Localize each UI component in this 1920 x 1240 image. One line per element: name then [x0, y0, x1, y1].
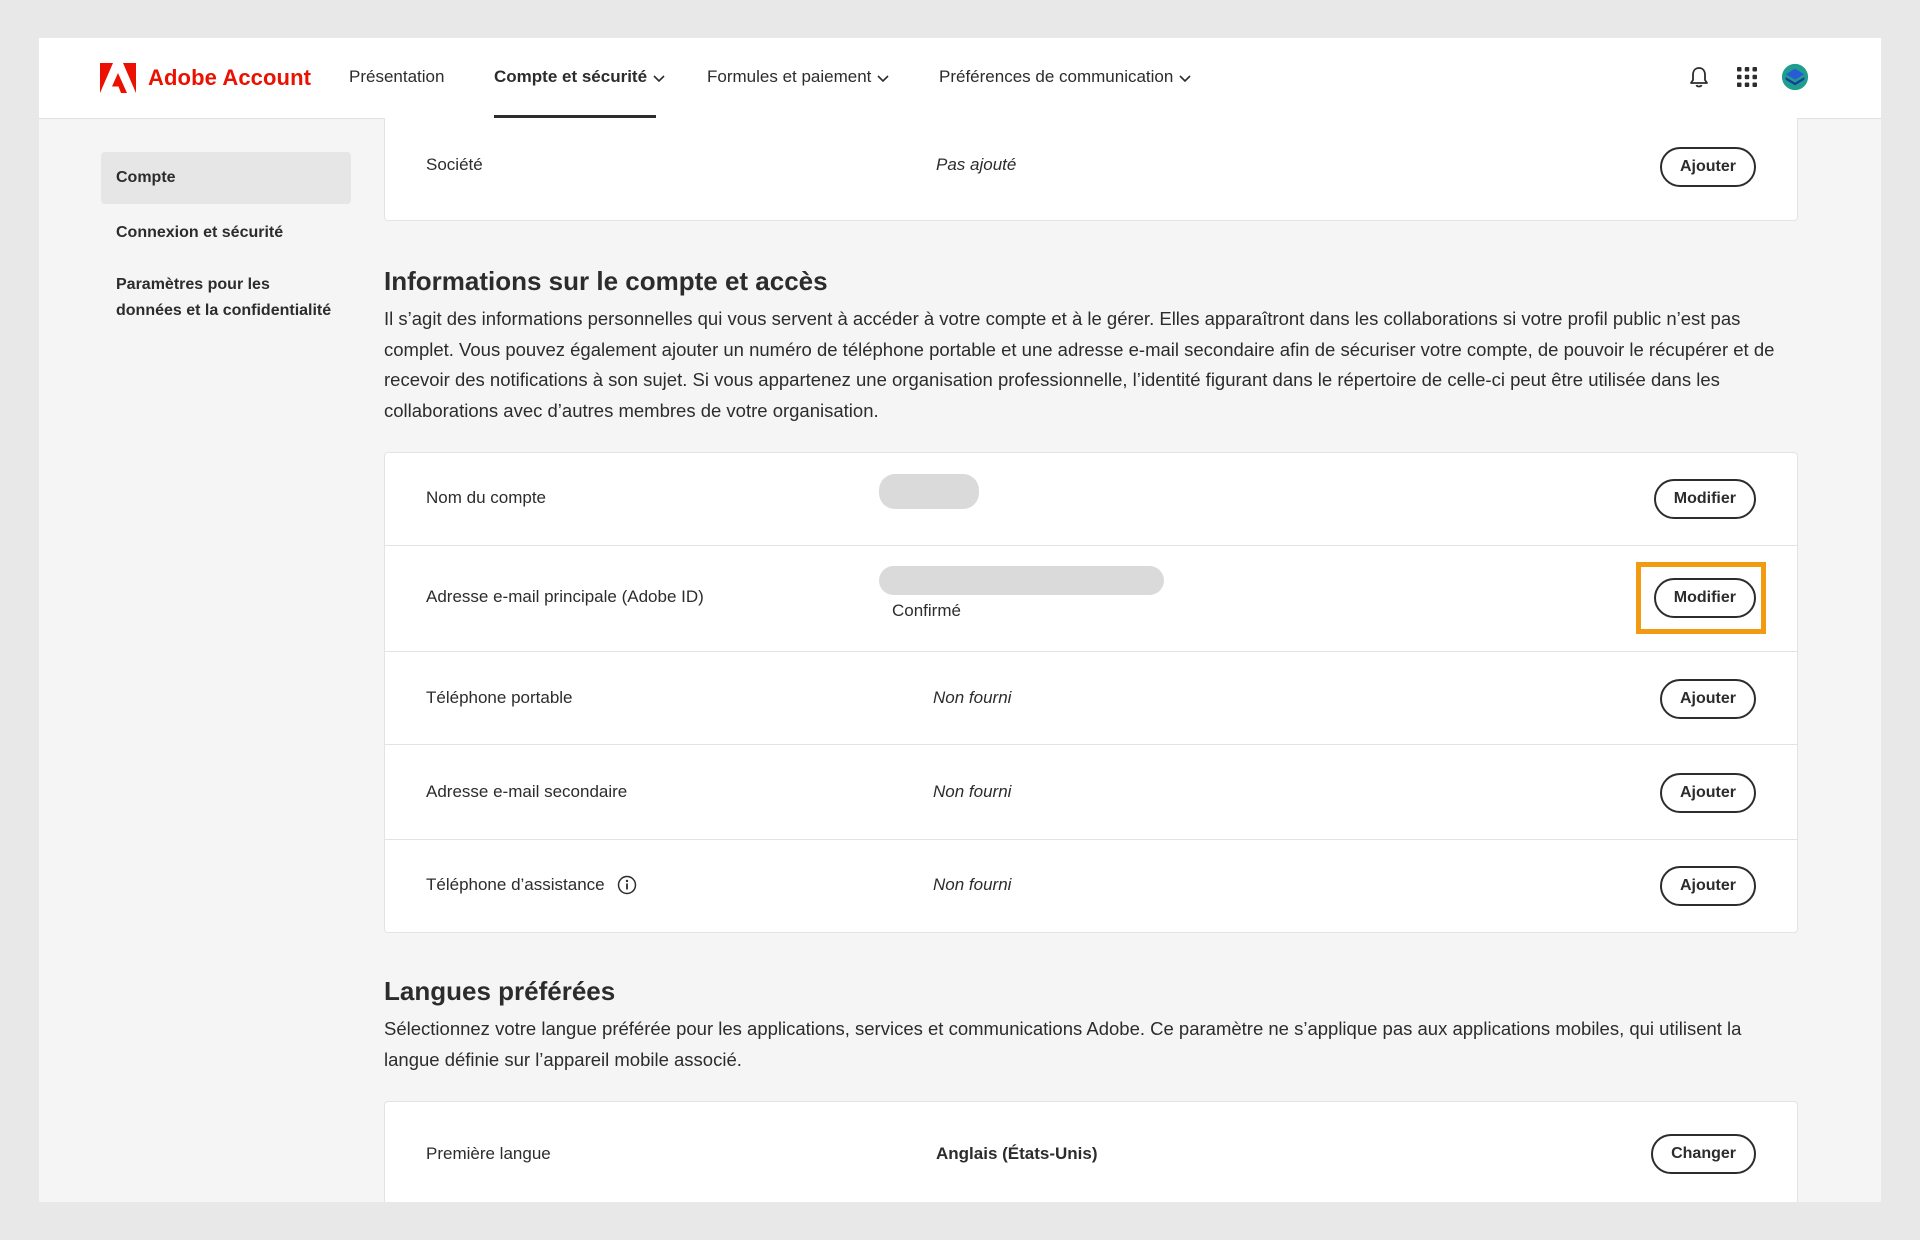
company-card — [384, 118, 1798, 221]
section-title: Langues préférées — [384, 976, 616, 1006]
support-phone-row — [385, 840, 1797, 932]
change-language-button[interactable]: Changer — [1651, 1134, 1756, 1174]
row-label: Société — [426, 155, 483, 174]
add-company-button[interactable]: Ajouter — [1660, 147, 1756, 187]
account-info-card — [384, 452, 1798, 933]
brand[interactable] — [100, 63, 311, 93]
section-title: Informations sur le compte et accès — [384, 266, 828, 296]
top-navigation — [39, 38, 1881, 119]
sidebar-item-account[interactable] — [101, 152, 351, 204]
support-phone-label-group — [426, 875, 637, 895]
app-window — [39, 38, 1881, 1202]
nav-presentation[interactable] — [349, 67, 444, 87]
row-value: Anglais (États-Unis) — [936, 1144, 1098, 1163]
sidebar-item-login-security[interactable] — [101, 220, 351, 246]
row-label: Téléphone d’assistance — [426, 875, 605, 894]
first-language-row — [385, 1102, 1797, 1202]
row-label: Première langue — [426, 1144, 551, 1163]
language-card — [384, 1101, 1798, 1202]
secondary-email-row — [385, 745, 1797, 840]
row-label: Téléphone portable — [426, 688, 573, 707]
avatar[interactable] — [1781, 63, 1809, 91]
nav-plans-payment[interactable] — [707, 67, 889, 87]
chevron-down-icon — [877, 75, 889, 83]
section-description: Il s’agit des informations personnelles qui vous servent à accéder à votre compte et à le gérer. Elles apparaîtront dans les collaborations si votre profil public n’est pas complet. Vous pouvez également ajouter un numéro de téléphone portable et une adresse e-mail secondaire afin de sécuriser votre compte, de pouvoir le récupérer et de recevoir des notifications à son sujet. Si vous appartenez une organisation professionnelle, l’identité figurant dans le répertoire de celle-ci peut être utilisée dans les collaborations avec d’autres membres de votre organisation. — [384, 308, 1775, 421]
nav-label: Formules et paiement — [707, 67, 872, 86]
email-status: Confirmé — [892, 601, 961, 620]
sidebar — [101, 152, 351, 324]
row-value: Non fourni — [933, 875, 1012, 894]
brand-name: Adobe Account — [148, 65, 312, 90]
nav-account-security[interactable] — [494, 67, 665, 87]
adobe-logo-icon — [100, 63, 136, 93]
add-support-phone-button[interactable]: Ajouter — [1660, 866, 1756, 906]
nav-label: Préférences de communication — [939, 67, 1174, 86]
section-description: Sélectionnez votre langue préférée pour les applications, services et communications Adobe. Ce paramètre ne s’applique pas aux applications mobiles, qui utilisent la langue définie sur l’appareil mobile associé. — [384, 1018, 1742, 1070]
sidebar-item-data-privacy[interactable] — [101, 272, 351, 324]
sidebar-item-label: Compte — [116, 169, 176, 186]
redacted-email — [879, 566, 1164, 595]
company-row — [385, 118, 1797, 221]
info-icon[interactable] — [617, 875, 637, 895]
sidebar-item-label: Connexion et sécurité — [116, 224, 284, 241]
add-mobile-phone-button[interactable]: Ajouter — [1660, 679, 1756, 719]
apps-grid-icon[interactable] — [1733, 63, 1761, 91]
edit-primary-email-button[interactable]: Modifier — [1654, 578, 1756, 618]
account-name-row — [385, 453, 1797, 546]
row-value: Pas ajouté — [936, 155, 1017, 174]
row-label: Nom du compte — [426, 488, 546, 507]
row-value: Non fourni — [933, 782, 1012, 801]
nav-communication-preferences[interactable] — [939, 67, 1191, 87]
chevron-down-icon — [653, 75, 665, 83]
redacted-account-name — [879, 474, 979, 509]
row-label: Adresse e-mail secondaire — [426, 782, 628, 801]
mobile-phone-row — [385, 652, 1797, 745]
nav-actions — [1685, 63, 1809, 91]
add-secondary-email-button[interactable]: Ajouter — [1660, 773, 1756, 813]
row-value: Non fourni — [933, 688, 1012, 707]
row-label: Adresse e-mail principale (Adobe ID) — [426, 587, 704, 606]
bell-icon[interactable] — [1685, 63, 1713, 91]
primary-email-row — [385, 546, 1797, 652]
sidebar-item-label: Paramètres pour les données et la confidentialité — [116, 276, 332, 319]
nav-label: Compte et sécurité — [494, 67, 648, 86]
nav-label: Présentation — [349, 67, 445, 86]
edit-account-name-button[interactable]: Modifier — [1654, 479, 1756, 519]
chevron-down-icon — [1179, 75, 1191, 83]
